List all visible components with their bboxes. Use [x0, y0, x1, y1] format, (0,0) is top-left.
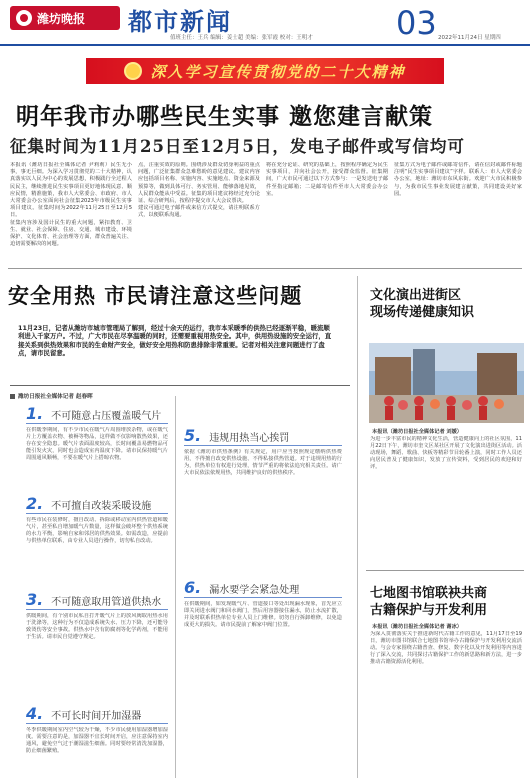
side1-byline-text: 本报讯（潍坊日报社全媒体记者 刘媛）	[372, 429, 462, 435]
item-4-rule	[26, 723, 168, 724]
story1-col1-para: 本报讯（潍坊日报社全媒体记者 尹莉莉）民生无小事，事无巨细。为深入学习贯彻党的二十大精神，认真落实以人民为中心的发展思想，积极践行全过程人民民主，继续推进民生实事项目更好地体现民意、顺应民情，精准施策，我市人大常委会、市政府、市人大常委会办公室面向社会征集2023年市级民生实事项目建议。征集时间为2022年11月25日至12月5日。	[10, 162, 132, 219]
item-3-rule	[26, 609, 168, 610]
paper-name: 潍坊晚报	[37, 11, 86, 26]
side2-text: 为深入贯彻落实关于推进新时代古籍工作的意见，11月17日至19日，潍坊市图书馆联合七地图书馆举办古籍保护与开发利用交流活动。与会专家围绕古籍普查、修复、数字化以及开发利用等内容进行了深入交流，共同探讨古籍保护工作的新思路和新方法，进一步推动古籍资源活化利用。	[370, 631, 522, 666]
story2-lead: 11月23日，记者从潍坊市城市管理局了解到，经过十余天的运行，我市本采暖季的供热已经逐渐平稳，暖流顺利进入千家万户。不过，广大市民在尽享温暖的同时，还需要重视用热安全。其中，供用热设施的安全运行，直接关系到供热效果和市民的生命财产安全，做好安全用热和防患排除非常重要。记者对相关注意问题进行了盘点，请市民留意。	[18, 324, 332, 358]
side2-headline: 七地图书馆联袂共商 古籍保护与开发利用	[370, 586, 488, 618]
item-3-title	[26, 590, 161, 609]
story1-column-2	[138, 162, 260, 262]
item-5-text: 依据《潍坊市供热条例》有关规定，用户应当按照规定缴纳供热费用，不得擅自改变供热设施、不得私接供热管道。对于违规用热的行为，供热单位有权进行处理，情节严重的将依法追究相关责任。请广大市民依法依规用热，共同维护良好的供热秩序。	[184, 449, 342, 477]
byline-square-icon	[10, 394, 15, 399]
item-4-title	[26, 704, 141, 723]
side2-byline-text: 本报讯（潍坊日报社全媒体记者 谢冰）	[372, 624, 462, 630]
performance-photo-graphic	[369, 343, 524, 423]
sidebar-divider	[357, 276, 358, 778]
story1-column-4	[394, 162, 522, 262]
item-1-title-text: 不可随意占压覆盖暖气片	[51, 411, 162, 422]
item-4-text: 冬季供暖期间室内空气较为干燥，不少市民使用加湿器增加湿度。需要注意的是，加湿器不宜长时间开启，应注意保持室内通风，避免空气过于潮湿滋生细菌。同时要经常清洗加湿器，防止细菌繁殖。	[26, 727, 168, 755]
side1-byline	[372, 428, 462, 435]
side1-text: 为进一步丰富市民的精神文化生活，营造健康向上的社区氛围，11月22日下午，潍坊市奎文区某社区开展了文化演出进街区活动。活动现场，舞蹈、歌曲、快板等精彩节目轮番上演，同时工作人员还向居民普及了健康知识，发放了宣传资料，受到居民的欢迎和好评。	[370, 436, 522, 471]
item-3-title-text: 不可随意取用管道供热水	[51, 597, 162, 608]
story1-col3-para: 将在充分论证、研究的基础上，按照程序确定为民生实事项目，并向社会公开，接受群众监督。征集期间，广大市民可通过以下方式参与：一是发送电子邮件至指定邮箱；二是邮寄信件至市人大常委会办公室。	[266, 162, 388, 197]
story1-subhead: 征集时间为11月25日至12月5日，发电子邮件或写信均可	[10, 137, 465, 156]
item-1-number: 1.	[26, 404, 44, 423]
story1-headline: 明年我市办哪些民生实事 邀您建言献策	[16, 104, 434, 130]
item-6-title-text: 漏水要学会紧急处理	[209, 585, 300, 596]
masthead	[0, 0, 530, 48]
story1-column-3	[266, 162, 388, 262]
story1-col2b-para: 建议可通过电子邮件或来信方式提交，请注明联系方式，以便联系沟通。	[138, 205, 260, 219]
paper-logo	[10, 6, 120, 30]
side2-byline	[372, 623, 462, 630]
masthead-rule	[0, 44, 530, 46]
item-1-rule	[26, 423, 168, 424]
story1-column-1	[10, 162, 132, 262]
dateline: 2022年11月24日 星期四	[438, 35, 501, 41]
story1-col4-para: 征集方式为电子邮件或邮寄信件，请在信封或邮件标题注明“民生实事项目建议”字样。联系人：市人大常委会办公室，地址：潍坊市东风东街。欢迎广大市民积极参与，为我市民生事业发展建言献策，共同建设美好家园。	[394, 162, 522, 197]
logo-swirl-icon	[16, 10, 32, 26]
item-3-number: 3.	[26, 590, 44, 609]
story2-byline	[10, 392, 93, 400]
item-1-text: 在供暖季期间，有不少市民在暖气片周围堆放杂物，或在暖气片上方覆盖衣物、被褥等物品，这样做不仅影响散热效果，还存在安全隐患。暖气片表面温度较高，长时间覆盖易燃物品可能引发火灾，同时也会造成室内温度下降。请市民保持暖气片周围通风顺畅，不要在暖气片上搭晾衣物。	[26, 427, 168, 462]
editor-credits: 值班主任：王兵 编辑：姜士超 美编：张军霞 校对：王明才	[170, 35, 313, 41]
item-2-text: 有些市民在装修时，擅自改动、拆除或移动室内供热管道和暖气片，甚至私自增加暖气片数量，这样做会破坏整个供热系统的水力平衡，影响自家和邻居的供热效果。如需改造，应提前与供热单位联系，由专业人员进行操作，切勿私自改动。	[26, 517, 168, 545]
page-number: 03	[396, 4, 437, 42]
item-5-rule	[184, 445, 342, 446]
section-title: 都市新闻	[128, 8, 232, 36]
story1-col2-para: 点，注重实效的原则。围绕涉及群众切身利益的重点问题，广泛征集群众急难愁盼的意见建议。建议内容应包括项目名称、实施内容、实施地点、资金来源及预算等，做到具体可行、务实管用、能够落地见效，人民群众能从中受益。征集的项目建议将经过充分论证、综合研判后，按程序提交市人大会议票决。	[138, 162, 260, 205]
item-5-number: 5.	[184, 426, 202, 445]
column-divider	[175, 396, 176, 778]
item-6-text: 在供暖期间，如发现暖气片、管道接口等处出现漏水现象，首先应立即关闭进水阀门和回水阀门，然后用容器接住漏水，防止水流扩散，并及时联系供热单位专业人员上门维修。切勿自行拆卸维修，以免造成更大的损失。请市民提前了解家中阀门位置。	[184, 601, 342, 629]
item-2-title	[26, 494, 151, 513]
banner-text: 深入学习宣传贯彻党的二十大精神	[150, 62, 406, 81]
item-6-rule	[184, 597, 342, 598]
item-2-title-text: 不可擅自改装采暖设施	[51, 501, 152, 512]
performance-photo	[369, 343, 524, 423]
story1-bottom-rule	[8, 268, 522, 269]
item-2-rule	[26, 513, 168, 514]
item-5-title	[184, 426, 289, 445]
item-6-number: 6.	[184, 578, 202, 597]
story1-col1b-para: 征集内容涉及国计民生的重大问题，紧扣教育、卫生、就业、社会保障、住房、交通、城市建设、环境保护、文化体育、社会治理等方面，群众普遍关注、迫切需要解决的问题。	[10, 219, 132, 248]
party-emblem-icon	[124, 62, 142, 80]
story2-lead-rule	[10, 385, 350, 386]
item-3-text: 供暖期间，有个别市民私自打开暖气片上的放风阀取用热水用于洗涤等，这种行为不仅造成系统失水、压力下降，还可能导致烫伤等安全事故。供热水中含有防腐剂等化学药剂，不能用于生活。请市民自觉遵守规定。	[26, 613, 168, 641]
side1-headline: 文化演出进街区 现场传递健康知识	[370, 288, 475, 320]
sidebar-story-rule	[366, 570, 524, 571]
item-6-title	[184, 578, 299, 597]
item-1-title	[26, 404, 161, 423]
story2-byline-text: 潍坊日报社全媒体记者 赵春晖	[18, 394, 93, 400]
item-4-title-text: 不可长时间开加湿器	[51, 711, 142, 722]
theme-banner	[86, 58, 444, 84]
item-4-number: 4.	[26, 704, 44, 723]
story2-headline: 安全用热 市民请注意这些问题	[8, 284, 303, 308]
item-2-number: 2.	[26, 494, 44, 513]
item-5-title-text: 违规用热当心挨罚	[209, 433, 290, 444]
